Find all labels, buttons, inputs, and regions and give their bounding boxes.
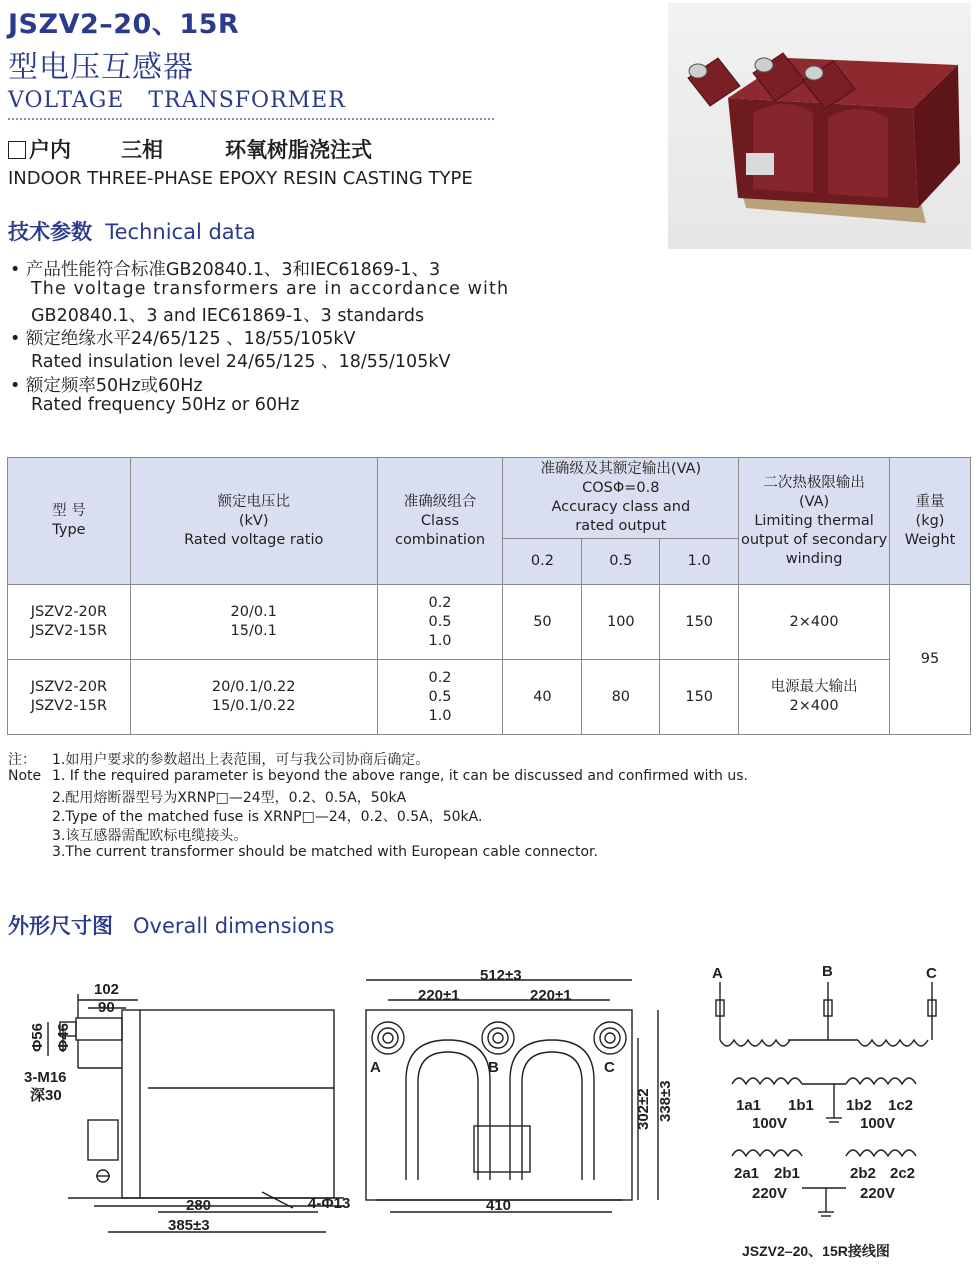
- cell-out-10: 150: [660, 660, 739, 735]
- note-1-cn: 1.如用户要求的参数超出上表范围，可与我公司协商后确定。: [52, 752, 430, 768]
- dim-depth: 深30: [30, 1087, 62, 1104]
- bullet-3: • 额定频率50Hz或60Hz: [10, 376, 203, 396]
- terminal-b: B: [488, 1059, 499, 1076]
- cell-ratio: 20/0.1/0.22 15/0.1/0.22: [130, 660, 377, 735]
- header-type: 型 号 Type: [8, 458, 131, 585]
- cell-out-05: 80: [582, 660, 660, 735]
- terminal-c: C: [604, 1059, 615, 1076]
- terminal-1b1: 1b1: [788, 1097, 814, 1114]
- bullet-1: • 产品性能符合标准GB20840.1、3和IEC61869-1、3: [10, 260, 441, 280]
- checkbox-square: [8, 141, 26, 159]
- dims-heading-en: Overall dimensions: [133, 914, 335, 938]
- cell-class: 0.2 0.5 1.0: [377, 660, 503, 735]
- bullet-2: • 额定绝缘水平24/65/125 、18/55/105kV: [10, 329, 356, 349]
- voltage-100a: 100V: [752, 1115, 788, 1132]
- front-view-drawing: [366, 980, 658, 1212]
- bullet-3-cn: 额定频率50Hz或60Hz: [25, 376, 203, 396]
- cell-out-10: 150: [660, 585, 739, 660]
- terminal-2a1: 2a1: [734, 1165, 760, 1182]
- header-class: 准确级组合 Class combination: [377, 458, 503, 585]
- dims-heading-cn: 外形尺寸图: [8, 914, 113, 938]
- bullet-3-en: Rated frequency 50Hz or 60Hz: [31, 395, 300, 415]
- product-title-cn: 型电压互感器: [8, 50, 194, 85]
- cell-ratio: 20/0.1 15/0.1: [130, 585, 377, 660]
- wiring-caption: JSZV2–20、15R接线图: [742, 1243, 890, 1259]
- product-title-en: VOLTAGE TRANSFORMER: [8, 88, 346, 113]
- header-acc-05: 0.5: [582, 539, 660, 585]
- cell-type: JSZV2-20R JSZV2-15R: [8, 660, 131, 735]
- model-title: JSZV2–20、15R: [8, 9, 240, 40]
- phase-b: B: [822, 963, 833, 980]
- dim-90: 90: [98, 999, 115, 1016]
- spec-table: [7, 457, 971, 735]
- dim-512: 512±3: [480, 967, 522, 984]
- bullet-1-en1: The voltage transformers are in accordance with: [31, 279, 510, 299]
- dim-338: 338±3: [657, 1080, 674, 1122]
- note-2-cn: 2.配用熔断器型号为XRNP□—24型，0.2、0.5A，50kA: [52, 790, 407, 806]
- tech-heading-en: Technical data: [105, 220, 256, 244]
- product-photo: [668, 3, 971, 249]
- note-2-en: 2.Type of the matched fuse is XRNP□—24，0.2、0.5A，50kA.: [52, 809, 483, 825]
- note-3-cn: 3.该互感器需配欧标电缆接头。: [52, 828, 248, 844]
- voltage-100b: 100V: [860, 1115, 896, 1132]
- table-row: [8, 585, 971, 660]
- voltage-220b: 220V: [860, 1185, 896, 1202]
- cell-out-05: 100: [582, 585, 660, 660]
- dim-302: 302±2: [635, 1088, 652, 1130]
- terminal-1c2: 1c2: [888, 1097, 914, 1114]
- header-accuracy: 准确级及其额定输出(VA) COSΦ=0.8 Accuracy class and rated output: [503, 458, 739, 539]
- dim-410: 410: [486, 1197, 512, 1214]
- cell-limit: 电源最大输出 2×400: [739, 660, 890, 735]
- type-indoor: 户内: [29, 138, 71, 162]
- header-limit: 二次热极限输出 (VA) Limiting thermal output of secondary winding: [739, 458, 890, 585]
- type-en: INDOOR THREE-PHASE EPOXY RESIN CASTING TYPE: [8, 168, 473, 189]
- dim-phi46: Φ46: [55, 1023, 72, 1052]
- bullet-1-cn: 产品性能符合标准GB20840.1、3和IEC61869-1、3: [25, 260, 441, 280]
- dim-102: 102: [94, 981, 120, 998]
- note-3-en: 3.The current transformer should be matched with European cable connector.: [52, 844, 598, 860]
- title-divider: [8, 118, 494, 120]
- tech-heading: [8, 216, 256, 246]
- dim-holes: 4-Φ13: [308, 1195, 351, 1212]
- cell-weight: 95: [890, 585, 971, 735]
- terminal-1a1: 1a1: [736, 1097, 762, 1114]
- bullet-2-en: Rated insulation level 24/65/125 、18/55/105kV: [31, 352, 451, 372]
- note-label-cn: 注：: [8, 752, 36, 768]
- dim-m16: 3-M16: [24, 1069, 67, 1086]
- cell-type: JSZV2-20R JSZV2-15R: [8, 585, 131, 660]
- cell-class: 0.2 0.5 1.0: [377, 585, 503, 660]
- type-cn: [8, 134, 372, 164]
- cell-out-02: 50: [503, 585, 582, 660]
- dim-220-left: 220±1: [418, 987, 460, 1004]
- header-weight: 重量 (kg) Weight: [890, 458, 971, 585]
- cell-limit: 2×400: [739, 585, 890, 660]
- header-acc-10: 1.0: [660, 539, 739, 585]
- header-acc-02: 0.2: [503, 539, 582, 585]
- cell-out-02: 40: [503, 660, 582, 735]
- phase-c: C: [926, 965, 937, 982]
- dim-phi56: Φ56: [29, 1023, 46, 1052]
- type-three-phase: 三相: [121, 138, 163, 162]
- dims-heading: [8, 910, 334, 940]
- dimension-drawings: [8, 960, 972, 1264]
- terminal-2b2: 2b2: [850, 1165, 876, 1182]
- bullet-1-en2: GB20840.1、3 and IEC61869-1、3 standards: [31, 306, 425, 326]
- terminal-2c2: 2c2: [890, 1165, 916, 1182]
- header-ratio: 额定电压比 (kV) Rated voltage ratio: [130, 458, 377, 585]
- note-label-en: Note: [8, 768, 42, 784]
- terminal-2b1: 2b1: [774, 1165, 800, 1182]
- phase-a: A: [712, 965, 723, 982]
- note-1-en: 1. If the required parameter is beyond the above range, it can be discussed and confirmed with us.: [52, 768, 748, 784]
- dim-220-right: 220±1: [530, 987, 572, 1004]
- terminal-a: A: [370, 1059, 381, 1076]
- dim-385: 385±3: [168, 1217, 210, 1234]
- tech-heading-cn: 技术参数: [8, 220, 92, 244]
- bullet-2-cn: 额定绝缘水平24/65/125 、18/55/105kV: [25, 329, 356, 349]
- type-epoxy: 环氧树脂浇注式: [225, 138, 372, 162]
- terminal-1b2: 1b2: [846, 1097, 872, 1114]
- dim-280: 280: [186, 1197, 212, 1214]
- voltage-220a: 220V: [752, 1185, 788, 1202]
- table-row: [8, 660, 971, 735]
